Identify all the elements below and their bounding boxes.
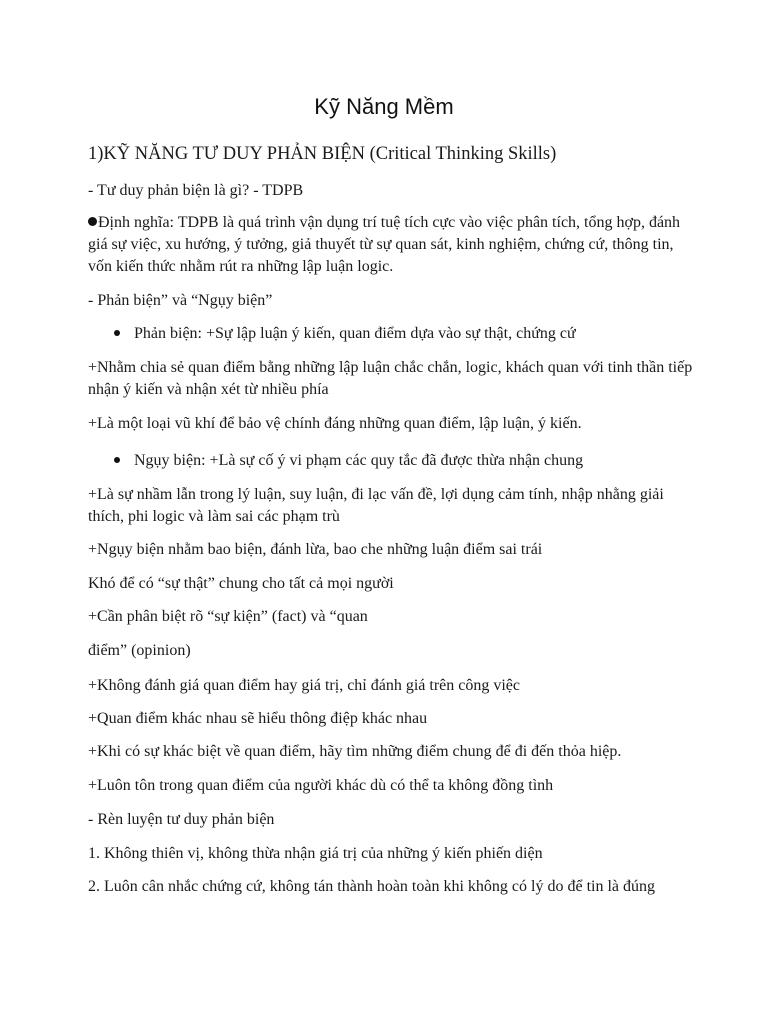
definition-paragraph: [88, 212, 698, 278]
training-heading: - Rèn luyện tư duy phản biện: [88, 811, 275, 828]
no-judge-line: +Không đánh giá quan điểm hay giá trị, chỉ đánh giá trên công việc: [88, 677, 521, 694]
what-is-line: - Tư duy phản biện là gì? - TDPB: [88, 182, 304, 199]
nguy-bien-paragraph-2: +Ngụy biện nhằm bao biện, đánh lừa, bao che những luận điểm sai trái: [88, 541, 543, 558]
list-item-2: 2. Luôn cân nhắc chứng cứ, không tán thành hoàn toàn khi không có lý do để tin là đúng: [88, 878, 655, 895]
phan-bien-paragraph-1: +Nhằm chia sẻ quan điểm bằng những lập luận chắc chắn, logic, khách quan với tinh thần tiếp nhận ý kiến và nhận xét từ nhiều phía: [88, 359, 693, 398]
versus-line: - Phản biện” và “Ngụy biện”: [88, 292, 273, 309]
truth-line: Khó để có “sự thật” chung cho tất cả mọi người: [88, 575, 394, 592]
bullet-icon: [114, 330, 120, 336]
definition-text: Định nghĩa: TDPB là quá trình vận dụng trí tuệ tích cực vào việc phân tích, tổng hợp, đánh giá sự việc, xu hướng, ý tưởng, giả thuyết từ sự quan sát, kinh nghiệm, chứng cứ, thông tin, vốn kiến thức nhằm rút ra những lập luận logic.: [88, 214, 681, 275]
filled-circle-icon: [88, 217, 97, 226]
bullet-phan-bien-text: Phản biện: +Sự lập luận ý kiến, quan điểm dựa vào sự thật, chứng cứ: [134, 325, 576, 342]
nguy-bien-paragraph-1: +Là sự nhầm lẫn trong lý luận, suy luận, đi lạc vấn đề, lợi dụng cảm tính, nhập nhằng giải thích, phi logic và làm sai các phạm trù: [88, 486, 664, 525]
fact-line-1: +Cần phân biệt rõ “sự kiện” (fact) và “quan: [88, 608, 368, 625]
fact-line-2: điểm” (opinion): [88, 642, 191, 659]
compromise-line: +Khi có sự khác biệt về quan điểm, hãy tìm những điểm chung để đi đến thỏa hiệp.: [88, 743, 622, 760]
diff-view-line: +Quan điểm khác nhau sẽ hiểu thông điệp khác nhau: [88, 710, 428, 727]
list-item-1: 1. Không thiên vị, không thừa nhận giá trị của những ý kiến phiến diện: [88, 845, 543, 862]
bullet-nguy-bien: [114, 450, 583, 472]
bullet-nguy-bien-text: Ngụy biện: +Là sự cố ý vi phạm các quy tắc đã được thừa nhận chung: [134, 452, 584, 469]
bullet-icon: [114, 457, 120, 463]
phan-bien-paragraph-2: +Là một loại vũ khí để bảo vệ chính đáng những quan điểm, lập luận, ý kiến.: [88, 415, 582, 432]
section-heading: 1)KỸ NĂNG TƯ DUY PHẢN BIỆN (Critical Thinking Skills): [88, 144, 557, 164]
document-title: Kỹ Năng Mềm: [314, 94, 454, 119]
respect-line: +Luôn tôn trong quan điểm của người khác dù có thể ta không đồng tình: [88, 777, 554, 794]
bullet-phan-bien: [114, 323, 576, 345]
